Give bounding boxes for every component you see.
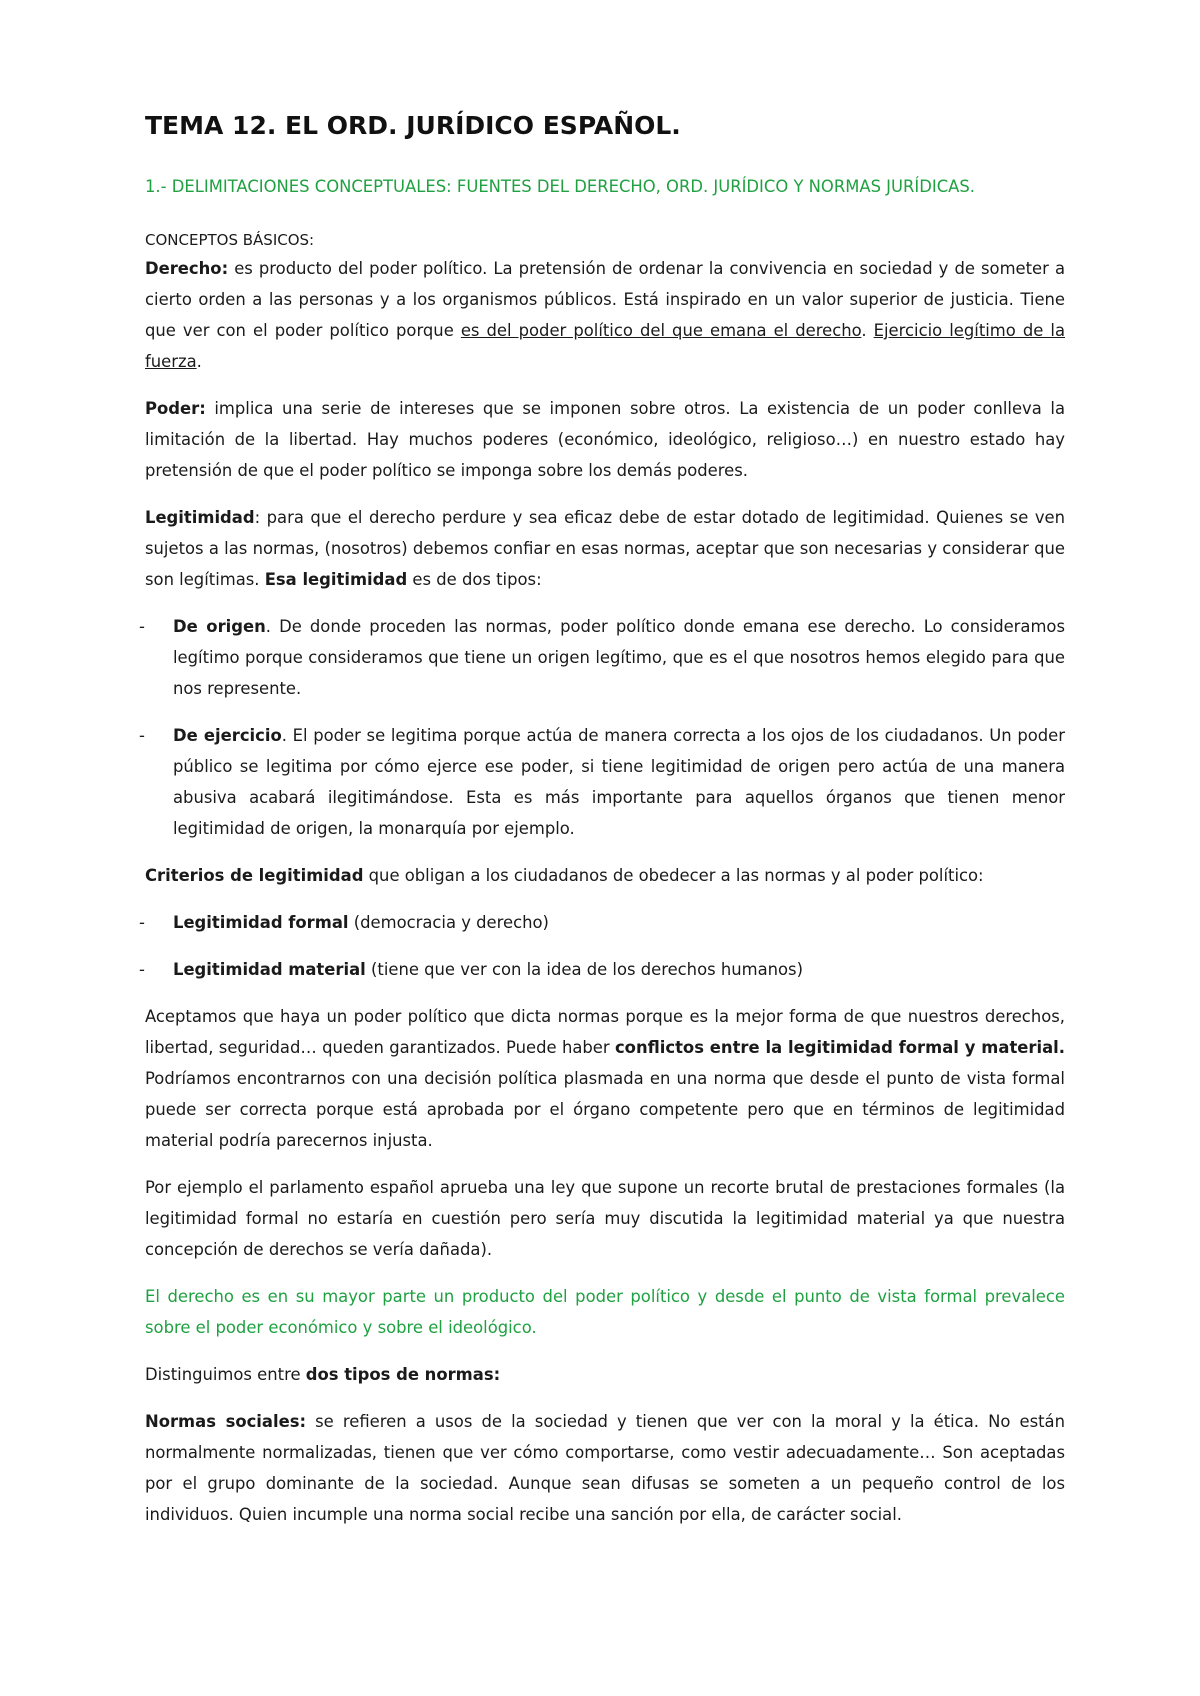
term-origen: De origen <box>173 617 266 636</box>
term-criterios: Criterios de legitimidad <box>145 866 364 885</box>
paragraph-criterios <box>145 860 1065 891</box>
text: que obligan a los ciudadanos de obedecer a las normas y al poder político: <box>363 866 984 885</box>
text: . De donde proceden las normas, poder político donde emana ese derecho. Lo consideramos legítimo porque consideramos que tiene un origen legítimo, que es el que nosotros hemos elegido para que nos represente. <box>173 617 1065 698</box>
page-title: TEMA 12. EL ORD. JURÍDICO ESPAÑOL. <box>145 111 681 140</box>
underlined-text: Ejercicio legítimo de la fuerza <box>145 321 1065 371</box>
text: . <box>861 321 874 340</box>
section-heading: 1.- DELIMITACIONES CONCEPTUALES: FUENTES DEL DERECHO, ORD. JURÍDICO Y NORMAS JURÍDICAS. <box>145 177 975 196</box>
text: (tiene que ver con la idea de los derechos humanos) <box>365 960 803 979</box>
paragraph-ejemplo: Por ejemplo el parlamento español aprueba una ley que supone un recorte brutal de prestaciones formales (la legitimidad formal no estaría en cuestión pero sería muy discutida la legitimidad material ya que nuestra concepción de derechos se vería dañada). <box>145 1178 1065 1259</box>
text: es producto del poder político. La pretensión de ordenar la convivencia en sociedad y de someter a cierto orden a las personas y a los organismos públicos. Está inspirado en un valor superior de justicia. Tiene que ver con el poder político porque <box>145 259 1065 340</box>
list-item-origen <box>139 611 1065 704</box>
text: es de dos tipos: <box>407 570 542 589</box>
text: . <box>196 352 202 371</box>
text: Aceptamos que haya un poder político que dicta normas porque es la mejor forma de que nuestros derechos, libertad, seguridad… queden garantizados. Puede haber <box>145 1007 1065 1057</box>
bold-text: conflictos entre la legitimidad formal y material. <box>614 1038 1065 1057</box>
paragraph-aceptamos <box>145 1001 1065 1156</box>
dash-bullet: - <box>139 960 145 979</box>
term-derecho: Derecho: <box>145 259 229 278</box>
list-item-material <box>139 954 1065 985</box>
term-material: Legitimidad material <box>173 960 366 979</box>
paragraph-legitimidad <box>145 502 1065 595</box>
term-poder: Poder: <box>145 399 206 418</box>
term-ejercicio: De ejercicio <box>173 726 282 745</box>
dash-bullet: - <box>139 913 145 932</box>
text: : para que el derecho perdure y sea eficaz debe de estar dotado de legitimidad. Quienes se ven sujetos a las normas, (nosotros) debemos confiar en esas normas, aceptar que son necesarias y considerar que son legítimas. <box>145 508 1065 589</box>
text: Distinguimos entre <box>145 1365 306 1384</box>
text: se refieren a usos de la sociedad y tienen que ver con la moral y la ética. No están normalmente normalizadas, tienen que ver cómo comportarse, como vestir adecuadamente… Son aceptadas por el grupo dominante de la sociedad. Aunque sean difusas se someten a un pequeño control de los individuos. Quien incumple una norma social recibe una sanción por ella, de carácter social. <box>145 1412 1065 1524</box>
term-legitimidad: Legitimidad <box>145 508 255 527</box>
paragraph-poder <box>145 393 1065 486</box>
text: implica una serie de intereses que se imponen sobre otros. La existencia de un poder conlleva la limitación de la libertad. Hay muchos poderes (económico, ideológico, religioso…) en nuestro estado hay pretensión de que el poder político se imponga sobre los demás poderes. <box>145 399 1065 480</box>
list-item-ejercicio <box>139 720 1065 844</box>
underlined-text: es del poder político del que emana el derecho <box>460 321 862 340</box>
paragraph-normas-sociales <box>145 1406 1065 1530</box>
subheading: CONCEPTOS BÁSICOS: <box>145 231 315 249</box>
text: . El poder se legitima porque actúa de manera correcta a los ojos de los ciudadanos. Un poder público se legitima por cómo ejerce ese poder, si tiene legitimidad de origen pero actúa de una manera abusiva acabará ilegitimándose. Esta es más importante para aquellos órganos que tienen menor legitimidad de origen, la monarquía por ejemplo. <box>173 726 1065 838</box>
paragraph-distinguimos <box>145 1359 1065 1390</box>
term-formal: Legitimidad formal <box>173 913 349 932</box>
bold-text: dos tipos de normas: <box>305 1365 501 1384</box>
term-normas-sociales: Normas sociales: <box>145 1412 307 1431</box>
list-item-formal <box>139 907 1065 938</box>
bold-text: Esa legitimidad <box>264 570 408 589</box>
paragraph-highlight: El derecho es en su mayor parte un producto del poder político y desde el punto de vista formal prevalece sobre el poder económico y sobre el ideológico. <box>145 1287 1065 1337</box>
dash-bullet: - <box>139 726 145 745</box>
text: (democracia y derecho) <box>348 913 549 932</box>
document-body <box>139 253 1065 1546</box>
text: Podríamos encontrarnos con una decisión política plasmada en una norma que desde el punto de vista formal puede ser correcta porque está aprobada por el órgano competente pero que en términos de legitimidad material podría parecernos injusta. <box>145 1069 1065 1150</box>
paragraph-derecho <box>145 253 1065 377</box>
dash-bullet: - <box>139 617 145 636</box>
